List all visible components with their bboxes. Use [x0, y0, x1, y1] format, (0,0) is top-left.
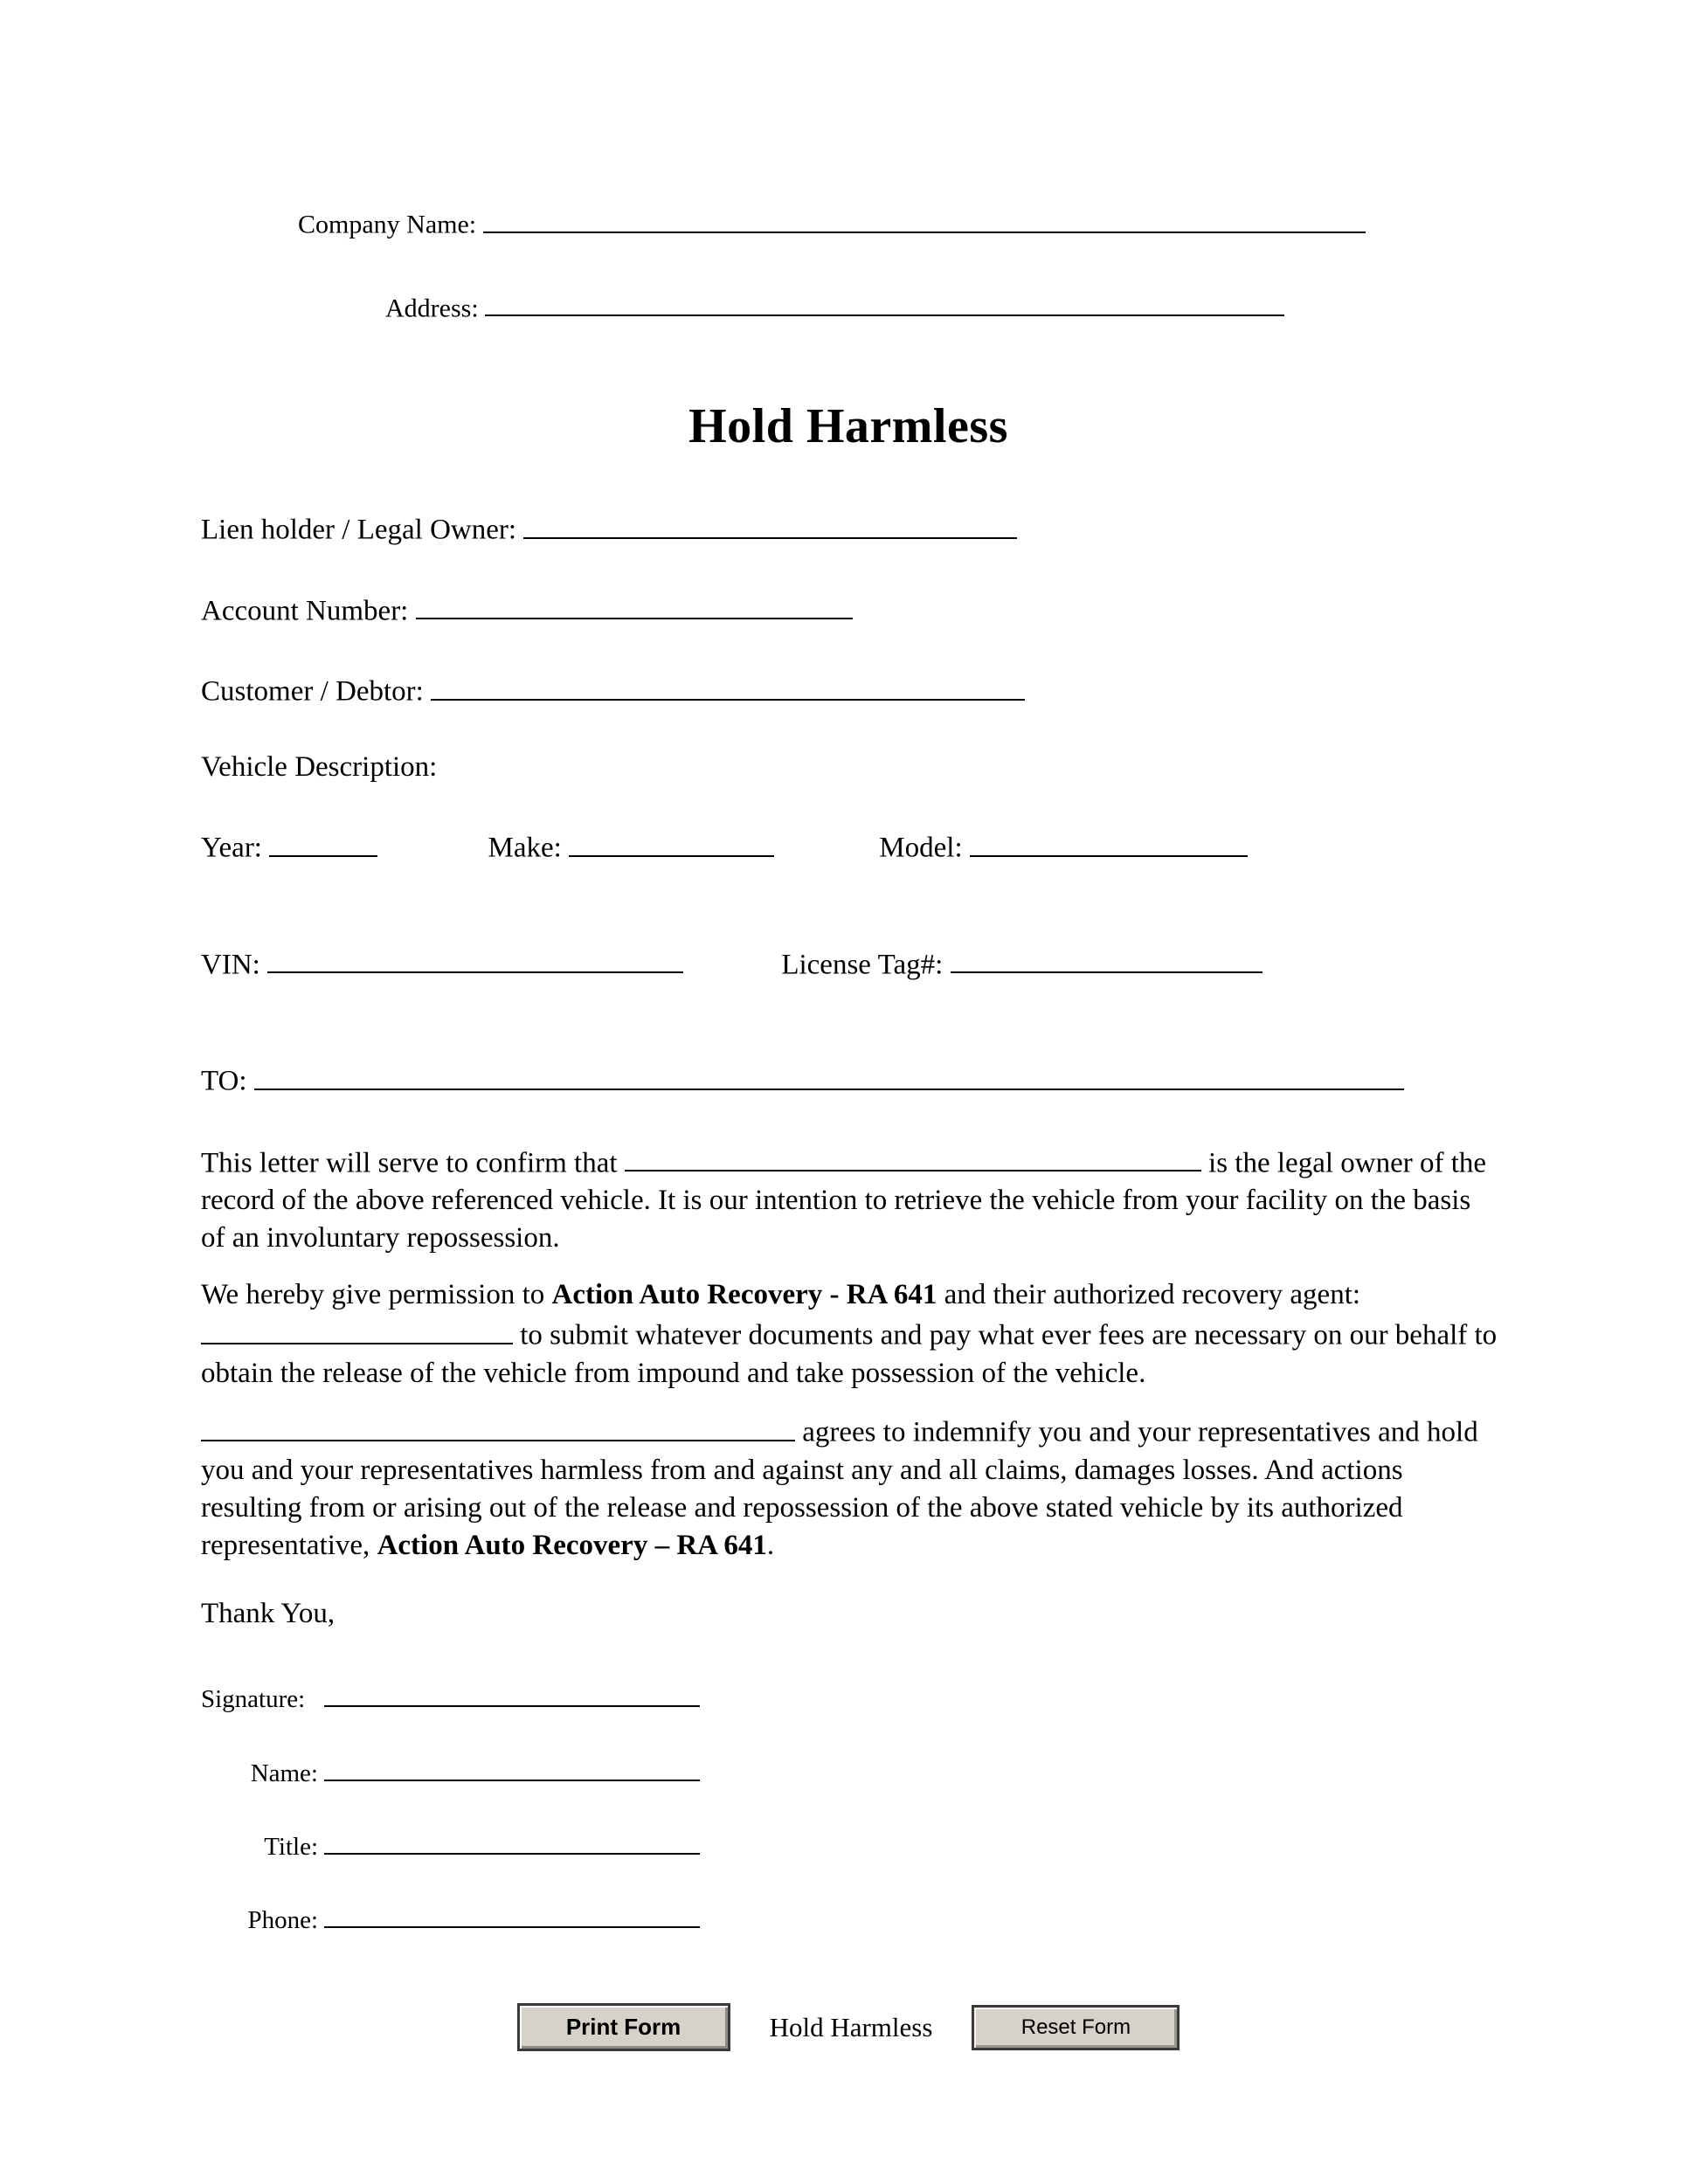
name-label: Name: — [250, 1759, 318, 1787]
address-label: Address: — [385, 294, 479, 322]
title-row — [201, 1828, 1496, 1862]
vin-license-row — [201, 943, 1496, 982]
to-label: TO: — [201, 1065, 247, 1097]
address-row — [385, 289, 1496, 324]
account-number-label: Account Number: — [201, 595, 409, 627]
p2-text-mid: and their authorized recovery agent: — [944, 1279, 1361, 1311]
phone-label: Phone: — [247, 1906, 318, 1935]
paragraph-permission — [201, 1276, 1498, 1392]
vehicle-description-row — [201, 751, 1496, 784]
p1-text-after: is the legal owner of the record of the above referenced vehicle. It is our intention to retrieve the vehicle from your facility on the basis of an involuntary repossession. — [201, 1147, 1487, 1254]
p1-text-before: This letter will serve to confirm that — [201, 1147, 618, 1179]
name-row — [201, 1754, 1496, 1787]
make-line[interactable] — [569, 826, 774, 857]
year-group — [201, 826, 377, 865]
license-tag-label: License Tag#: — [781, 949, 944, 981]
p2-text-after: to submit whatever documents and pay what ever fees are necessary on our behalf to obtain the release of the vehicle from impound and take possession of the vehicle. — [201, 1319, 1498, 1389]
company-name-label: Company Name: — [298, 210, 477, 239]
company-name-line[interactable] — [483, 205, 1366, 233]
license-tag-line[interactable] — [951, 943, 1263, 974]
title-line[interactable] — [324, 1828, 700, 1855]
license-tag-group — [781, 943, 1262, 982]
p3-company-bold: Action Auto Recovery – RA 641 — [377, 1529, 767, 1561]
model-group — [879, 826, 1248, 865]
phone-line[interactable] — [324, 1902, 700, 1928]
indemnifier-line[interactable] — [201, 1411, 795, 1441]
account-number-row — [201, 590, 1496, 628]
name-line[interactable] — [324, 1754, 700, 1780]
p3-period: . — [766, 1529, 775, 1561]
thank-you-text: Thank You, — [201, 1597, 336, 1629]
signature-row — [201, 1681, 1496, 1714]
model-label: Model: — [879, 832, 963, 864]
address-line[interactable] — [485, 289, 1284, 317]
make-label: Make: — [488, 832, 562, 864]
vehicle-description-label: Vehicle Description: — [201, 750, 438, 783]
signature-line[interactable] — [324, 1681, 700, 1707]
legal-owner-line[interactable] — [625, 1142, 1201, 1172]
footer-doc-name: Hold Harmless — [769, 2011, 933, 2042]
page-title: Hold Harmless — [688, 399, 1008, 453]
make-group — [488, 826, 774, 865]
title-label: Title: — [264, 1832, 318, 1861]
company-name-row — [298, 205, 1496, 240]
customer-debtor-row — [201, 670, 1496, 708]
phone-row — [201, 1902, 1496, 1935]
year-label: Year: — [201, 832, 262, 864]
print-form-button[interactable]: Print Form — [517, 2003, 730, 2051]
customer-debtor-line[interactable] — [431, 670, 1025, 701]
p3-text-after: agrees to indemnify you and your representatives and hold you and your representatives harmless from and against any and all claims, damages losses. And actions resulting from or arising out of the release and repossession of the above stated vehicle by its authorized representative, — [201, 1417, 1478, 1561]
p2-text-before: We hereby give permission to — [201, 1279, 545, 1311]
p2-company-bold: Action Auto Recovery - RA 641 — [551, 1279, 937, 1311]
paragraph-confirm — [201, 1142, 1498, 1257]
to-row — [201, 1060, 1496, 1098]
footer-bar — [201, 2003, 1496, 2051]
vin-label: VIN: — [201, 949, 260, 981]
lien-holder-line[interactable] — [523, 508, 1017, 539]
model-line[interactable] — [970, 826, 1248, 857]
account-number-line[interactable] — [416, 590, 853, 620]
signature-label: Signature: — [201, 1685, 306, 1714]
year-line[interactable] — [269, 826, 377, 857]
vin-line[interactable] — [267, 943, 683, 974]
reset-form-button[interactable]: Reset Form — [972, 2005, 1180, 2050]
paragraph-indemnify — [201, 1411, 1498, 1564]
customer-debtor-label: Customer / Debtor: — [201, 675, 424, 708]
lien-holder-label: Lien holder / Legal Owner: — [201, 514, 517, 546]
lien-holder-row — [201, 508, 1496, 547]
recovery-agent-line[interactable] — [201, 1314, 513, 1344]
vin-group — [201, 943, 683, 982]
to-line[interactable] — [254, 1060, 1404, 1090]
year-make-model-row — [201, 826, 1496, 865]
